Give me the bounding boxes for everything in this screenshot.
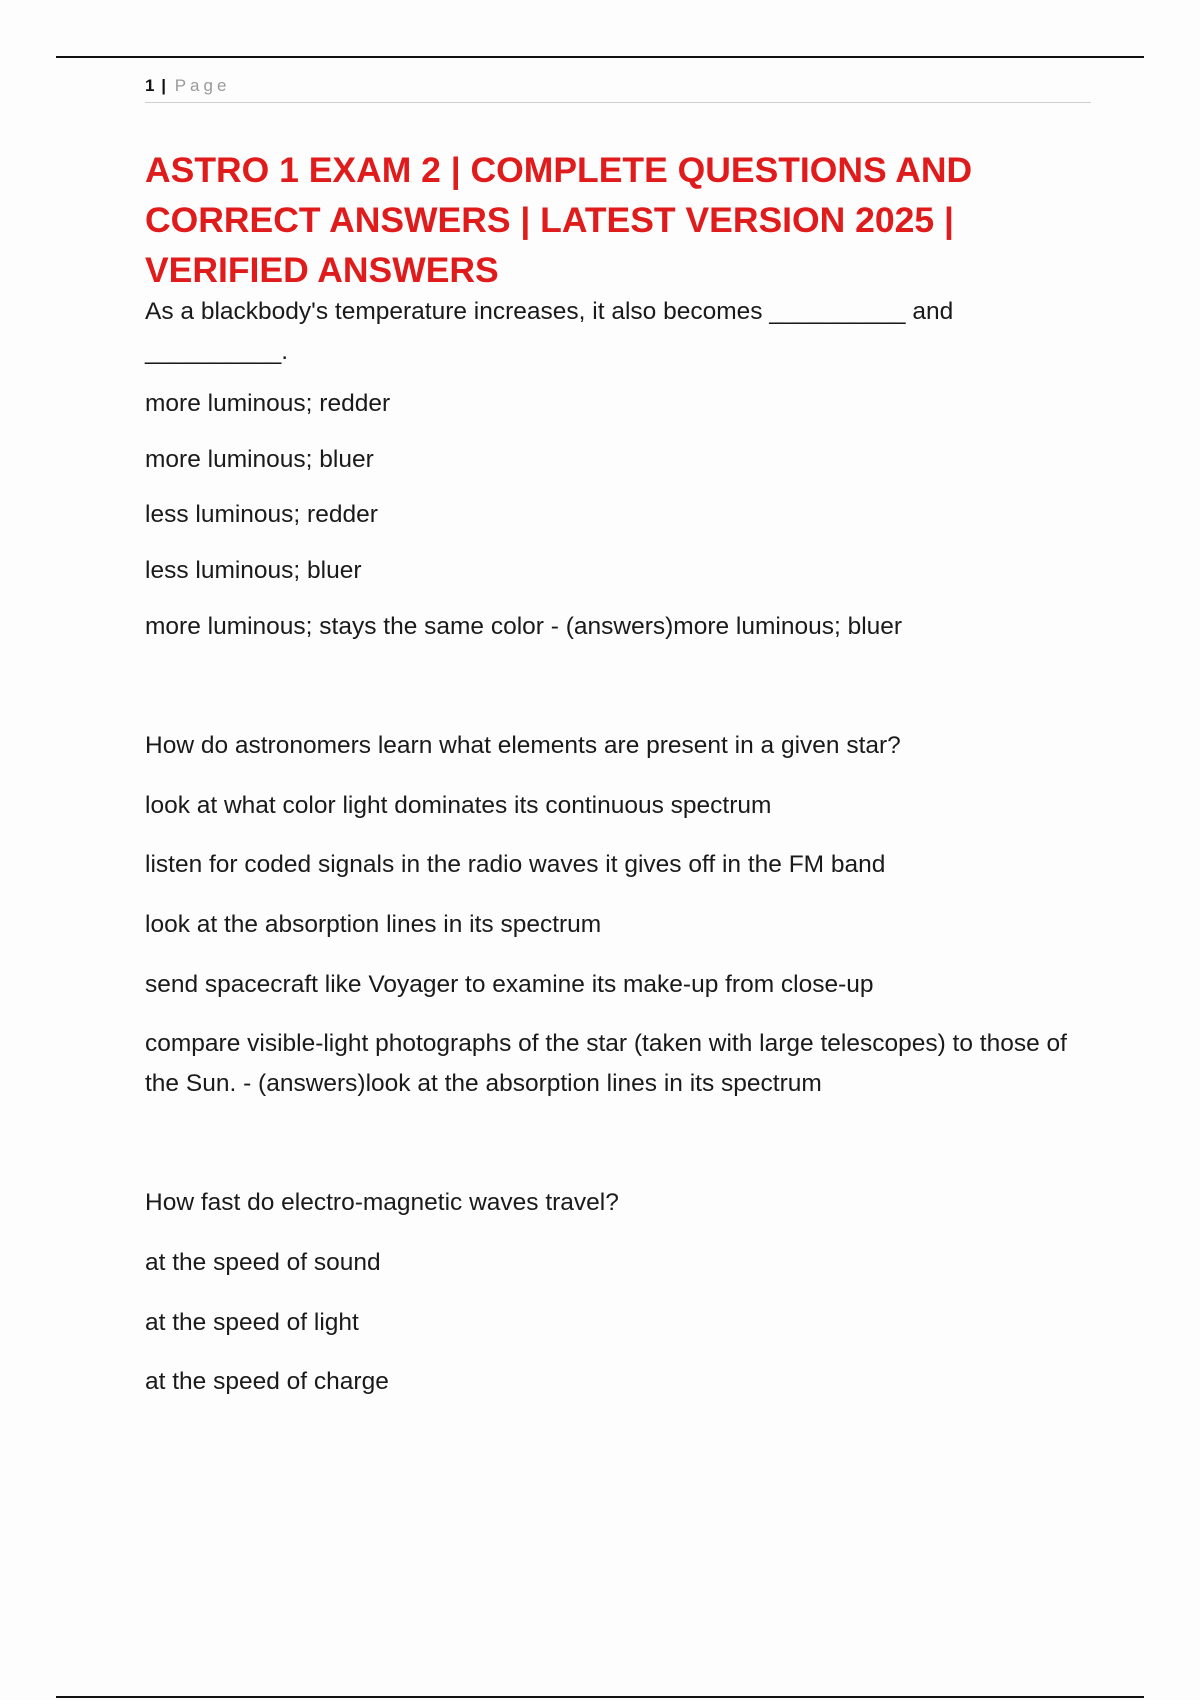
answer-option: at the speed of light [145, 1309, 359, 1336]
question-text: How do astronomers learn what elements are present in a given star? [145, 732, 901, 759]
question-spacer [145, 647, 1075, 726]
question-block [145, 726, 1075, 1104]
answer-option: look at the absorption lines in its spectrum [145, 911, 602, 938]
answer-option: more luminous; stays the same color - (answers)more luminous; bluer [145, 613, 903, 640]
answer-option: at the speed of sound [145, 1249, 381, 1276]
question-text: As a blackbody's temperature increases, it also becomes __________ and __________. [145, 298, 954, 365]
page-header [145, 72, 1091, 103]
answer-option: more luminous; bluer [145, 446, 374, 473]
answer-option: look at what color light dominates its continuous spectrum [145, 792, 772, 819]
question-block [145, 292, 1075, 647]
answer-option: at the speed of charge [145, 1368, 389, 1395]
document-title: ASTRO 1 EXAM 2 | COMPLETE QUESTIONS AND CORRECT ANSWERS | LATEST VERSION 2025 | VERIFIED ANSWERS [145, 150, 973, 290]
answer-option: less luminous; bluer [145, 557, 362, 584]
document-body [145, 292, 1075, 1402]
answer-option: compare visible-light photographs of the star (taken with large telescopes) to those of the Sun. - (answers)look at the absorption lines in its spectrum [145, 1030, 1067, 1097]
question-spacer [145, 1104, 1075, 1183]
answer-option: listen for coded signals in the radio waves it gives off in the FM band [145, 851, 886, 878]
page-separator: | [161, 76, 166, 95]
question-block [145, 1183, 1075, 1402]
bottom-rule [56, 1696, 1144, 1698]
answer-option: more luminous; redder [145, 390, 391, 417]
answer-option: less luminous; redder [145, 501, 378, 528]
answer-option: send spacecraft like Voyager to examine its make-up from close-up [145, 971, 874, 998]
page-number: 1 [145, 76, 155, 95]
top-rule [56, 56, 1144, 58]
question-text: How fast do electro-magnetic waves travel? [145, 1189, 619, 1216]
page-label: Page [174, 76, 231, 95]
